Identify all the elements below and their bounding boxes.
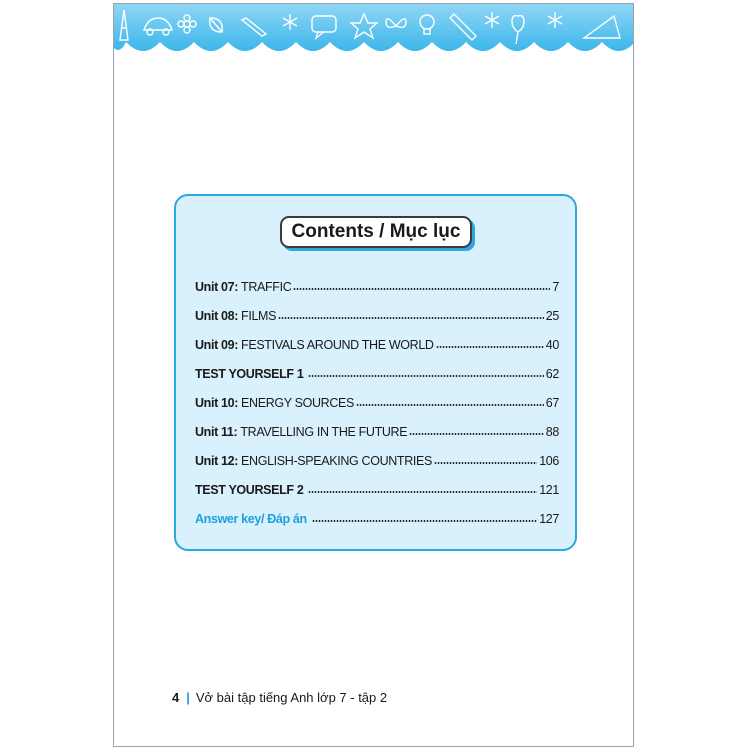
toc-entry-page: 127 (539, 512, 559, 526)
toc-entry-page: 25 (545, 309, 559, 323)
toc-entry-page: 7 (552, 280, 559, 294)
toc-entry-topic: ENGLISH-SPEAKING COUNTRIES (241, 454, 432, 468)
toc-entry-page: 88 (545, 425, 559, 439)
page-footer (172, 690, 387, 705)
toc-entry[interactable] (195, 338, 559, 367)
toc-entry-page: 67 (545, 396, 559, 410)
toc-entry-page: 121 (539, 483, 559, 497)
toc-entry[interactable] (195, 309, 559, 338)
dot-leader (278, 317, 544, 319)
footer-separator: | (186, 690, 190, 705)
toc-entry-answer-key[interactable] (195, 512, 559, 541)
contents-box (174, 194, 577, 551)
contents-list (195, 280, 559, 541)
toc-entry[interactable] (195, 425, 559, 454)
toc-entry-unit: Answer key/ Đáp án (195, 512, 307, 526)
toc-entry-topic: TRAFFIC (241, 280, 292, 294)
book-page (113, 3, 634, 747)
toc-entry-unit: Unit 09: (195, 338, 239, 352)
contents-title: Contents / Mục lục (280, 216, 472, 248)
toc-entry-unit: Unit 11: (195, 425, 238, 439)
toc-entry-unit: Unit 07: (195, 280, 239, 294)
toc-entry-topic: FESTIVALS AROUND THE WORLD (241, 338, 434, 352)
toc-entry-unit: TEST YOURSELF 1 (195, 367, 304, 381)
toc-entry-page: 106 (539, 454, 559, 468)
toc-entry[interactable] (195, 454, 559, 483)
dot-leader (409, 433, 544, 435)
toc-entry-page: 40 (545, 338, 559, 352)
toc-entry-topic: FILMS (241, 309, 277, 323)
toc-entry[interactable] (195, 396, 559, 425)
dot-leader (312, 520, 537, 522)
dot-leader (308, 491, 537, 493)
page-number: 4 (172, 690, 180, 705)
toc-entry[interactable] (195, 280, 559, 309)
toc-entry-unit: Unit 10: (195, 396, 239, 410)
toc-entry-page: 62 (545, 367, 559, 381)
dot-leader (356, 404, 544, 406)
toc-entry-topic: ENERGY SOURCES (241, 396, 354, 410)
toc-entry-unit: Unit 08: (195, 309, 239, 323)
toc-entry-unit: Unit 12: (195, 454, 239, 468)
toc-entry[interactable] (195, 483, 559, 512)
book-title: Vở bài tập tiếng Anh lớp 7 - tập 2 (195, 690, 388, 705)
dot-leader (293, 288, 550, 290)
toc-entry-topic: TRAVELLING IN THE FUTURE (240, 425, 408, 439)
dot-leader (436, 346, 544, 348)
toc-entry-unit: TEST YOURSELF 2 (195, 483, 304, 497)
toc-entry[interactable] (195, 367, 559, 396)
header-banner (114, 4, 633, 74)
dot-leader (308, 375, 543, 377)
dot-leader (434, 462, 537, 464)
